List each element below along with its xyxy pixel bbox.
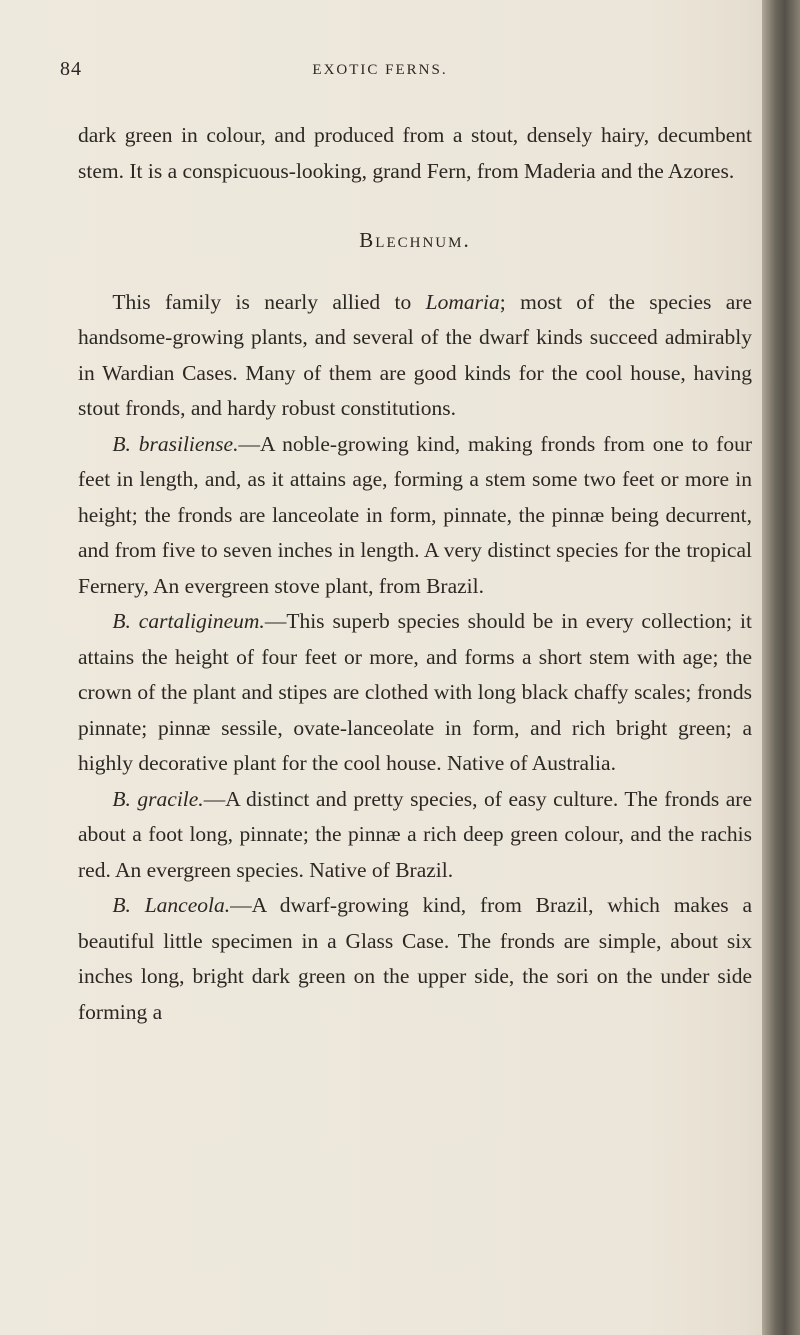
section-heading: Blechnum. [359, 228, 471, 252]
section-intro-paragraph [78, 285, 752, 427]
species-description: —A noble-growing kind, making fronds from one to four feet in length, and, as it attains age, forming a stem some two feet or more in height; the fronds are lanceolate in form, pinnate, the pinnæ being decurrent, and from five to seven inches in length. A very distinct species for the tropical Fernery, An evergreen stove plant, from Brazil. [78, 431, 752, 598]
species-entry [78, 427, 752, 605]
page-header [0, 48, 760, 88]
section-intro-italic: Lomaria [425, 289, 500, 314]
species-name: B. Lanceola. [112, 893, 231, 917]
species-description: —This superb species should be in every collection; it attains the height of four feet or more, and forms a short stem with age; the crown of the plant and stipes are clothed with long black chaffy scales; fronds pinnate; pinnæ sessile, ovate-lanceolate in form, and rich bright green; a highly decorative plant for the cool house. Native of Australia. [78, 609, 752, 775]
species-name: B. cartaligineum. [112, 609, 265, 633]
section-intro-after: ; most of the species are handsome-growing plants, and several of the dwarf kinds succeed admirably in Wardian Cases. Many of them are good kinds for the cool house, having stout fronds, and hardy robust constitutions. [78, 289, 753, 420]
page-number: 84 [60, 58, 82, 80]
section-intro-before: This family is nearly allied to [112, 289, 426, 314]
species-name: B. gracile. [112, 786, 204, 811]
species-name: B. brasiliense. [112, 431, 239, 456]
species-description: —A dwarf-growing kind, from Brazil, which makes a beautiful little specimen in a Glass Case. The fronds are simple, about six inches long, bright dark green on the upper side, the sori on the under side forming a [78, 893, 753, 1024]
species-description: —A distinct and pretty species, of easy culture. The fronds are about a foot long, pinnate; the pinnæ a rich deep green colour, and the rachis red. An evergreen species. Native of Brazil. [78, 786, 752, 882]
species-entry [78, 888, 752, 1030]
running-title: EXOTIC FERNS. [312, 62, 448, 78]
intro-paragraph: dark green in colour, and produced from a stout, densely hairy, decumbent stem. It is a conspicuous-looking, grand Fern, from Maderia and the Azores. [78, 123, 752, 183]
page-edge-shadow [762, 0, 800, 1335]
page-body [78, 118, 752, 1030]
species-entry [78, 604, 752, 782]
species-entry [78, 782, 752, 889]
